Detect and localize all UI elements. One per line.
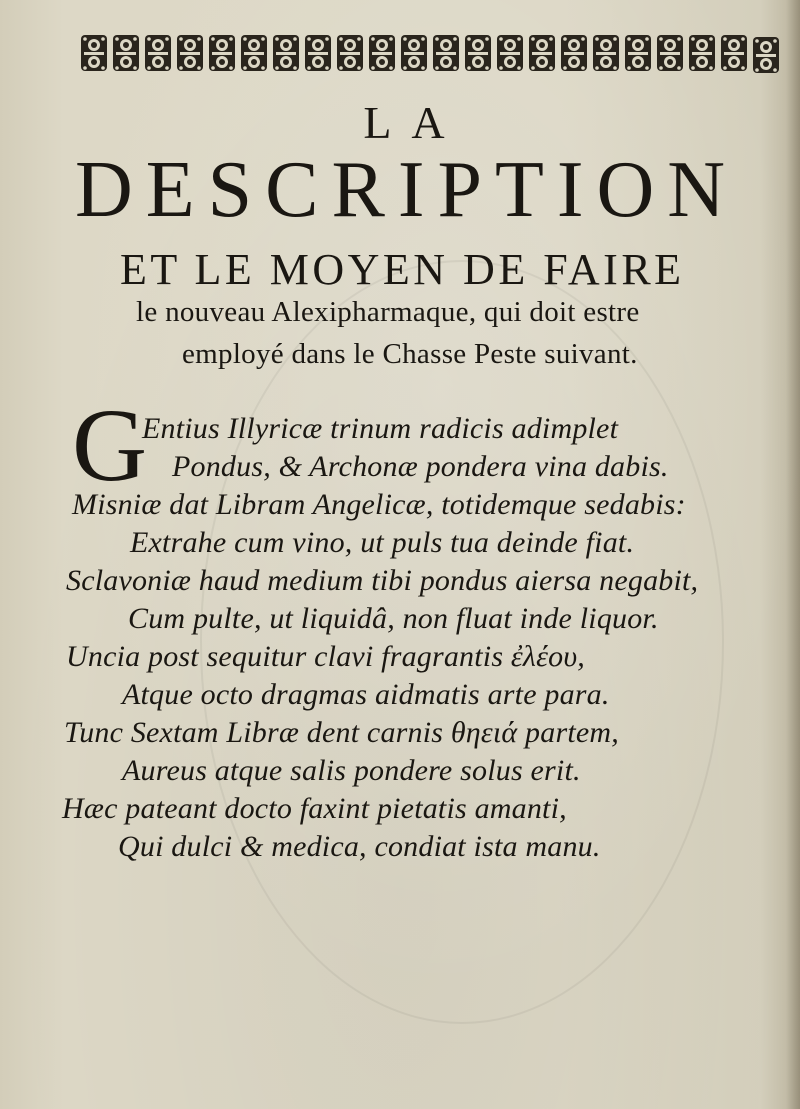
poem-line-4: Extrahe cum vino, ut puls tua deinde fiat. (130, 526, 635, 559)
poem-line-5: Sclavoniæ haud medium tibi pondus aiersa negabit, (66, 564, 699, 597)
poem-line-11: Hæc pateant docto faxint pietatis amanti, (62, 792, 567, 825)
poem-line-12: Qui dulci & medica, condiat ista manu. (118, 830, 601, 863)
drop-cap-initial: G (72, 388, 148, 503)
poem-line-10: Aureus atque salis pondere solus erit. (122, 754, 581, 787)
poem-line-1: Entius Illyricæ trinum radicis adimplet (142, 412, 619, 445)
poem-line-7: Uncia post sequitur clavi fragrantis ἐλέου, (66, 640, 585, 673)
intro-line-1: le nouveau Alexipharmaque, qui doit estre (136, 296, 640, 328)
title-description: DESCRIPTION (75, 150, 739, 230)
poem-line-9: Tunc Sextam Libræ dent carnis θηειά partem, (64, 716, 619, 749)
poem-line-6: Cum pulte, ut liquidâ, non fluat inde liquor. (128, 602, 659, 635)
poem-line-3: Misniæ dat Libram Angelicæ, totidemque sedabis: (72, 488, 686, 521)
ornament-row (81, 35, 779, 73)
poem-line-2: Pondus, & Archonæ pondera vina dabis. (172, 450, 669, 483)
intro-line-2: employé dans le Chasse Peste suivant. (182, 338, 638, 370)
decorative-header-band (80, 27, 785, 85)
poem-line-8: Atque octo dragmas aidmatis arte para. (122, 678, 610, 711)
subtitle-moyen: ET LE MOYEN DE FAIRE (120, 245, 685, 294)
title-la: LA (363, 97, 465, 148)
